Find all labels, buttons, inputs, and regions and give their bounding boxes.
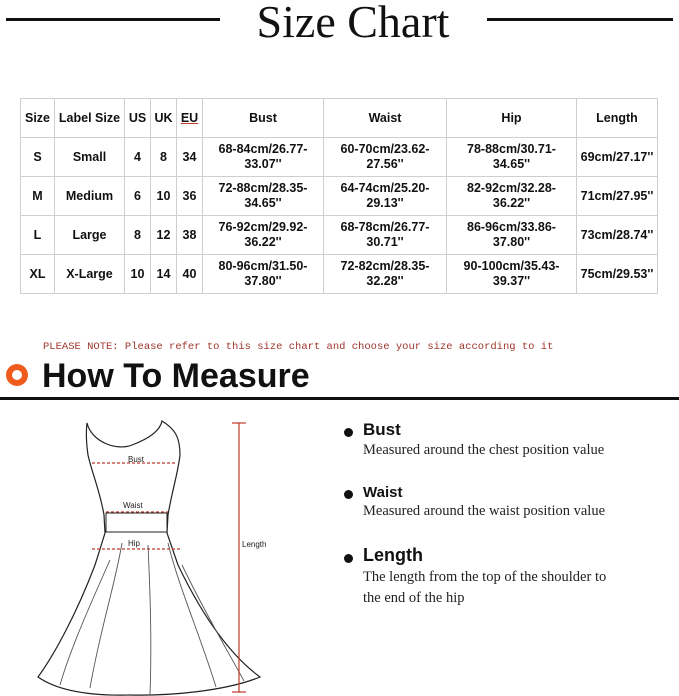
cell-eu: 34 bbox=[177, 138, 203, 177]
dress-label-bust: Bust bbox=[128, 455, 145, 464]
cell-waist: 72-82cm/28.35-32.28'' bbox=[324, 255, 447, 294]
cell-waist: 60-70cm/23.62-27.56'' bbox=[324, 138, 447, 177]
measure-length-desc-1: The length from the top of the shoulder to bbox=[363, 569, 607, 585]
cell-waist: 64-74cm/25.20-29.13'' bbox=[324, 177, 447, 216]
cell-size: L bbox=[21, 216, 55, 255]
cell-eu: 38 bbox=[177, 216, 203, 255]
table-row bbox=[21, 216, 658, 255]
header-bust: Bust bbox=[203, 99, 324, 138]
cell-hip: 90-100cm/35.43-39.37'' bbox=[447, 255, 577, 294]
dress-label-hip: Hip bbox=[128, 539, 141, 548]
cell-label-size: Medium bbox=[55, 177, 125, 216]
cell-length: 75cm/29.53'' bbox=[577, 255, 658, 294]
cell-hip: 86-96cm/33.86-37.80'' bbox=[447, 216, 577, 255]
table-header-row bbox=[21, 99, 658, 138]
size-table bbox=[20, 98, 658, 294]
cell-bust: 76-92cm/29.92-36.22'' bbox=[203, 216, 324, 255]
cell-us: 10 bbox=[125, 255, 151, 294]
size-note: PLEASE NOTE: Please refer to this size chart and choose your size according to it bbox=[43, 341, 554, 353]
cell-us: 4 bbox=[125, 138, 151, 177]
cell-bust: 72-88cm/28.35-34.65'' bbox=[203, 177, 324, 216]
cell-length: 73cm/28.74'' bbox=[577, 216, 658, 255]
cell-eu: 36 bbox=[177, 177, 203, 216]
cell-hip: 78-88cm/30.71-34.65'' bbox=[447, 138, 577, 177]
table-row bbox=[21, 255, 658, 294]
dress-label-waist: Waist bbox=[123, 501, 143, 510]
bullet-icon bbox=[344, 490, 353, 499]
cell-length: 69cm/27.17'' bbox=[577, 138, 658, 177]
dress-label-length: Length bbox=[242, 540, 267, 549]
cell-eu: 40 bbox=[177, 255, 203, 294]
cell-uk: 8 bbox=[151, 138, 177, 177]
cell-size: XL bbox=[21, 255, 55, 294]
how-to-measure-title: How To Measure bbox=[42, 357, 310, 395]
cell-label-size: Large bbox=[55, 216, 125, 255]
dress-diagram bbox=[30, 415, 290, 696]
title-divider-left bbox=[6, 18, 220, 21]
cell-hip: 82-92cm/32.28-36.22'' bbox=[447, 177, 577, 216]
cell-label-size: Small bbox=[55, 138, 125, 177]
header-uk: UK bbox=[151, 99, 177, 138]
cell-waist: 68-78cm/26.77-30.71'' bbox=[324, 216, 447, 255]
bullet-icon bbox=[344, 554, 353, 563]
bullet-icon bbox=[344, 428, 353, 437]
how-to-measure-divider bbox=[0, 397, 679, 400]
table-row bbox=[21, 138, 658, 177]
measure-waist-title: Waist bbox=[363, 484, 403, 501]
cell-us: 6 bbox=[125, 177, 151, 216]
header-length: Length bbox=[577, 99, 658, 138]
page-title: Size Chart bbox=[256, 0, 450, 47]
header-size: Size bbox=[21, 99, 55, 138]
cell-uk: 14 bbox=[151, 255, 177, 294]
cell-length: 71cm/27.95'' bbox=[577, 177, 658, 216]
header-eu: EU bbox=[177, 99, 203, 138]
measure-length-desc-2: the end of the hip bbox=[363, 590, 465, 606]
measure-length-title: Length bbox=[363, 545, 423, 565]
cell-label-size: X-Large bbox=[55, 255, 125, 294]
how-to-measure-header bbox=[0, 355, 679, 405]
measure-bust-title: Bust bbox=[363, 420, 401, 439]
cell-bust: 68-84cm/26.77-33.07'' bbox=[203, 138, 324, 177]
cell-bust: 80-96cm/31.50-37.80'' bbox=[203, 255, 324, 294]
table-row bbox=[21, 177, 658, 216]
header-us: US bbox=[125, 99, 151, 138]
measure-bust-desc: Measured around the chest position value bbox=[363, 442, 605, 458]
measure-waist-desc: Measured around the waist position value bbox=[363, 503, 606, 519]
header-waist: Waist bbox=[324, 99, 447, 138]
cell-us: 8 bbox=[125, 216, 151, 255]
cell-uk: 10 bbox=[151, 177, 177, 216]
header-label-size: Label Size bbox=[55, 99, 125, 138]
cell-uk: 12 bbox=[151, 216, 177, 255]
size-chart-header bbox=[0, 0, 679, 48]
title-divider-right bbox=[487, 18, 673, 21]
cell-size: M bbox=[21, 177, 55, 216]
bullet-circle-icon bbox=[6, 364, 28, 386]
cell-size: S bbox=[21, 138, 55, 177]
header-hip: Hip bbox=[447, 99, 577, 138]
